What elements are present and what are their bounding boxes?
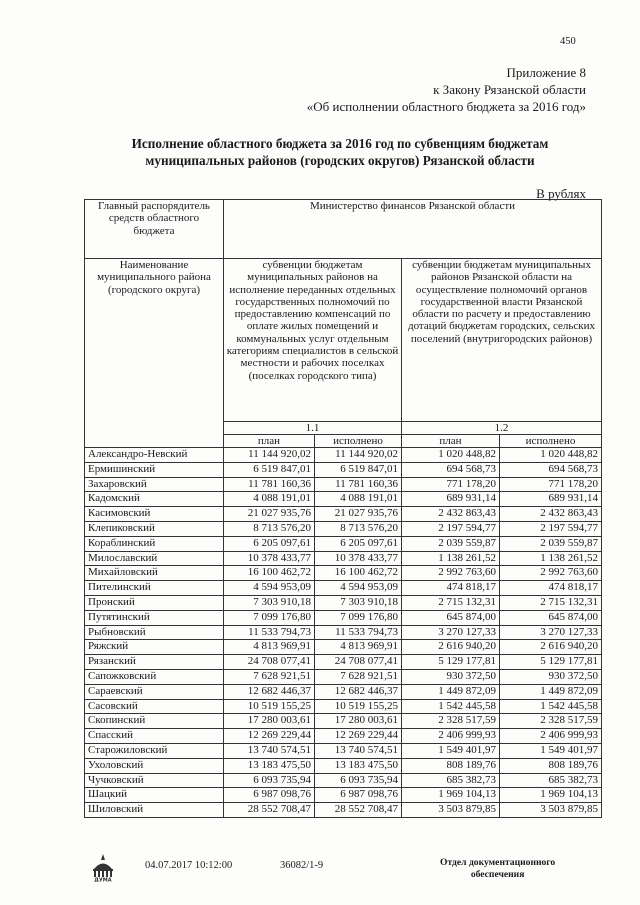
- units-label: В рублях: [536, 186, 586, 201]
- head-distributor: Главный распорядитель средств областного бюджета: [85, 200, 224, 259]
- district-name: Ермишинский: [85, 462, 224, 477]
- col1-plan-value: 24 708 077,41: [224, 655, 315, 670]
- district-name: Сасовский: [85, 699, 224, 714]
- col1-plan-value: 11 144 920,02: [224, 448, 315, 463]
- table-row: [85, 758, 602, 773]
- col1-done-value: 11 781 160,36: [315, 477, 402, 492]
- district-name: Клепиковский: [85, 521, 224, 536]
- table-row: [85, 610, 602, 625]
- col1-plan-value: 6 987 098,76: [224, 788, 315, 803]
- col2-done-value: 808 189,76: [500, 758, 602, 773]
- table-body: [85, 448, 602, 818]
- col2-plan-value: 689 931,14: [402, 492, 500, 507]
- col1-plan-value: 21 027 935,76: [224, 507, 315, 522]
- table-row: [85, 729, 602, 744]
- col1-done-value: 11 144 920,02: [315, 448, 402, 463]
- table-row: [85, 743, 602, 758]
- col1-done-value: 16 100 462,72: [315, 566, 402, 581]
- col2-plan-value: 1 969 104,13: [402, 788, 500, 803]
- appendix-line-1: Приложение 8: [506, 65, 586, 80]
- col1-plan-value: 16 100 462,72: [224, 566, 315, 581]
- col2-done-value: 2 328 517,59: [500, 714, 602, 729]
- col1-plan-value: 4 088 191,01: [224, 492, 315, 507]
- col1-done-value: 8 713 576,20: [315, 521, 402, 536]
- col2-plan-value: 2 039 559,87: [402, 536, 500, 551]
- col2-plan-value: 2 328 517,59: [402, 714, 500, 729]
- col1-plan-value: 10 519 155,25: [224, 699, 315, 714]
- col2-done-value: 2 406 999,93: [500, 729, 602, 744]
- district-name: Рыбновский: [85, 625, 224, 640]
- col1-done-value: 10 378 433,77: [315, 551, 402, 566]
- col1-plan-value: 13 740 574,51: [224, 743, 315, 758]
- col1-plan-value: 6 205 097,61: [224, 536, 315, 551]
- col1-done-value: 7 099 176,80: [315, 610, 402, 625]
- col2-done-value: 5 129 177,81: [500, 655, 602, 670]
- district-name: Касимовский: [85, 507, 224, 522]
- col2-plan-value: 2 616 940,20: [402, 640, 500, 655]
- col1-done-value: 7 303 910,18: [315, 595, 402, 610]
- col2-done-value: 1 138 261,52: [500, 551, 602, 566]
- col1-plan-value: 12 269 229,44: [224, 729, 315, 744]
- footer-datetime: 04.07.2017 10:12:00: [145, 860, 233, 871]
- district-name: Шиловский: [85, 803, 224, 818]
- district-name: Кораблинский: [85, 536, 224, 551]
- col1-done-value: 17 280 003,61: [315, 714, 402, 729]
- col2-done-value: 3 503 879,85: [500, 803, 602, 818]
- col2-plan-value: 1 449 872,09: [402, 684, 500, 699]
- head-district: Наименование муниципального района (городского округа): [85, 259, 224, 448]
- col2-done-value: 930 372,50: [500, 669, 602, 684]
- district-name: Чучковский: [85, 773, 224, 788]
- col1-plan-value: 7 303 910,18: [224, 595, 315, 610]
- table-row: [85, 581, 602, 596]
- col1-plan-value: 6 519 847,01: [224, 462, 315, 477]
- col2-plan-value: 3 503 879,85: [402, 803, 500, 818]
- col2-plan-value: 2 406 999,93: [402, 729, 500, 744]
- table-row: [85, 773, 602, 788]
- col1-title: субвенции бюджетам муниципальных районов на исполнение переданных отдельных государственных полномочий по предоставлению компенсаций по оплате жилых помещений и коммунальных услуг отдельным категориям специалистов в сельской местности и рабочих поселках (поселках городского типа): [224, 259, 402, 422]
- district-name: Пителинский: [85, 581, 224, 596]
- col1-plan-value: 11 533 794,73: [224, 625, 315, 640]
- col1-plan-value: 10 378 433,77: [224, 551, 315, 566]
- col1-plan-value: 12 682 446,37: [224, 684, 315, 699]
- col1-done-label: исполнено: [315, 435, 402, 448]
- district-name: Александро-Невский: [85, 448, 224, 463]
- col2-plan-value: 808 189,76: [402, 758, 500, 773]
- table-row: [85, 448, 602, 463]
- col2-done-value: 2 039 559,87: [500, 536, 602, 551]
- col2-plan-value: 1 542 445,58: [402, 699, 500, 714]
- district-name: Кадомский: [85, 492, 224, 507]
- col2-plan-value: 1 138 261,52: [402, 551, 500, 566]
- title-line-2: муниципальных районов (городских округов) Рязанской области: [145, 153, 535, 168]
- footer-department: [440, 857, 555, 881]
- col2-done-value: 2 432 863,43: [500, 507, 602, 522]
- table-row: [85, 595, 602, 610]
- col2-done-value: 2 715 132,31: [500, 595, 602, 610]
- table-row: [85, 536, 602, 551]
- district-name: Захаровский: [85, 477, 224, 492]
- col1-done-value: 12 682 446,37: [315, 684, 402, 699]
- col2-done-value: 474 818,17: [500, 581, 602, 596]
- col1-done-value: 11 533 794,73: [315, 625, 402, 640]
- table-row: [85, 477, 602, 492]
- col1-done-value: 4 088 191,01: [315, 492, 402, 507]
- col1-plan-value: 8 713 576,20: [224, 521, 315, 536]
- duma-logo: [88, 852, 118, 882]
- col2-plan-value: 1 020 448,82: [402, 448, 500, 463]
- col2-done-value: 694 568,73: [500, 462, 602, 477]
- col1-done-value: 6 205 097,61: [315, 536, 402, 551]
- col2-plan-value: 771 178,20: [402, 477, 500, 492]
- col1-plan-label: план: [224, 435, 315, 448]
- district-name: Сапожковский: [85, 669, 224, 684]
- district-name: Скопинский: [85, 714, 224, 729]
- col2-plan-value: 930 372,50: [402, 669, 500, 684]
- col1-plan-value: 13 183 475,50: [224, 758, 315, 773]
- col1-done-value: 21 027 935,76: [315, 507, 402, 522]
- table-row: [85, 521, 602, 536]
- logo-text: ДУМА: [94, 877, 112, 882]
- col1-plan-value: 28 552 708,47: [224, 803, 315, 818]
- appendix-block: [307, 64, 586, 115]
- district-name: Шацкий: [85, 788, 224, 803]
- col1-done-value: 12 269 229,44: [315, 729, 402, 744]
- table-row: [85, 684, 602, 699]
- col1-done-value: 13 183 475,50: [315, 758, 402, 773]
- table-row: [85, 566, 602, 581]
- col1-plan-value: 6 093 735,94: [224, 773, 315, 788]
- col2-plan-value: 685 382,73: [402, 773, 500, 788]
- col1-done-value: 28 552 708,47: [315, 803, 402, 818]
- district-name: Сараевский: [85, 684, 224, 699]
- subventions-table: [84, 199, 602, 818]
- col1-done-value: 6 519 847,01: [315, 462, 402, 477]
- district-name: Спасский: [85, 729, 224, 744]
- col1-plan-value: 4 594 953,09: [224, 581, 315, 596]
- col2-done-value: 2 992 763,60: [500, 566, 602, 581]
- district-name: Рязанский: [85, 655, 224, 670]
- district-name: Ряжский: [85, 640, 224, 655]
- col2-plan-value: 2 715 132,31: [402, 595, 500, 610]
- col2-code: 1.2: [402, 422, 602, 435]
- col2-done-value: 1 449 872,09: [500, 684, 602, 699]
- col1-done-value: 4 813 969,91: [315, 640, 402, 655]
- table-row: [85, 551, 602, 566]
- footer-doc-number: 36082/1-9: [280, 860, 324, 871]
- col2-plan-value: 474 818,17: [402, 581, 500, 596]
- appendix-line-2: к Закону Рязанской области: [433, 82, 586, 97]
- table-row: [85, 640, 602, 655]
- col2-plan-value: 2 197 594,77: [402, 521, 500, 536]
- col2-plan-value: 1 549 401,97: [402, 743, 500, 758]
- col1-done-value: 4 594 953,09: [315, 581, 402, 596]
- district-name: Старожиловский: [85, 743, 224, 758]
- district-name: Михайловский: [85, 566, 224, 581]
- district-name: Путятинский: [85, 610, 224, 625]
- dept-line-2: обеспечения: [470, 869, 525, 880]
- table-row: [85, 803, 602, 818]
- col1-plan-value: 4 813 969,91: [224, 640, 315, 655]
- page-number: 450: [560, 36, 576, 47]
- col2-done-value: 771 178,20: [500, 477, 602, 492]
- col2-plan-value: 3 270 127,33: [402, 625, 500, 640]
- table-row: [85, 507, 602, 522]
- table-row: [85, 669, 602, 684]
- col1-done-value: 24 708 077,41: [315, 655, 402, 670]
- district-name: Милославский: [85, 551, 224, 566]
- col2-done-value: 3 270 127,33: [500, 625, 602, 640]
- col1-done-value: 13 740 574,51: [315, 743, 402, 758]
- table-row: [85, 788, 602, 803]
- col1-done-value: 6 987 098,76: [315, 788, 402, 803]
- col2-plan-value: 645 874,00: [402, 610, 500, 625]
- district-name: Пронский: [85, 595, 224, 610]
- col2-done-value: 1 969 104,13: [500, 788, 602, 803]
- col1-done-value: 6 093 735,94: [315, 773, 402, 788]
- col2-done-value: 1 020 448,82: [500, 448, 602, 463]
- col2-done-label: исполнено: [500, 435, 602, 448]
- col2-plan-value: 5 129 177,81: [402, 655, 500, 670]
- document-title: [70, 135, 610, 169]
- col1-plan-value: 17 280 003,61: [224, 714, 315, 729]
- col2-plan-value: 2 992 763,60: [402, 566, 500, 581]
- col2-done-value: 1 549 401,97: [500, 743, 602, 758]
- head-ministry: Министерство финансов Рязанской области: [224, 200, 602, 259]
- appendix-line-3: «Об исполнении областного бюджета за 2016 год»: [306, 99, 586, 114]
- col1-plan-value: 7 099 176,80: [224, 610, 315, 625]
- district-name: Ухоловский: [85, 758, 224, 773]
- title-line-1: Исполнение областного бюджета за 2016 год по субвенциям бюджетам: [131, 136, 549, 151]
- dept-line-1: Отдел документационного: [440, 857, 556, 868]
- col1-done-value: 7 628 921,51: [315, 669, 402, 684]
- col2-done-value: 685 382,73: [500, 773, 602, 788]
- col2-done-value: 1 542 445,58: [500, 699, 602, 714]
- col2-plan-value: 694 568,73: [402, 462, 500, 477]
- col2-plan-label: план: [402, 435, 500, 448]
- table-row: [85, 714, 602, 729]
- col1-plan-value: 7 628 921,51: [224, 669, 315, 684]
- col2-plan-value: 2 432 863,43: [402, 507, 500, 522]
- col2-done-value: 645 874,00: [500, 610, 602, 625]
- col1-code: 1.1: [224, 422, 402, 435]
- table-row: [85, 625, 602, 640]
- col2-done-value: 689 931,14: [500, 492, 602, 507]
- col2-done-value: 2 616 940,20: [500, 640, 602, 655]
- col2-done-value: 2 197 594,77: [500, 521, 602, 536]
- col1-done-value: 10 519 155,25: [315, 699, 402, 714]
- col1-plan-value: 11 781 160,36: [224, 477, 315, 492]
- table-row: [85, 462, 602, 477]
- col2-title: субвенции бюджетам муниципальных районов Рязанской области на осуществление полномочий органов государственной власти Рязанской области по расчету и предоставлению дотаций бюджетам городских, сельских поселений (внутригородских районов): [402, 259, 602, 422]
- table-row: [85, 492, 602, 507]
- table-row: [85, 655, 602, 670]
- table-row: [85, 699, 602, 714]
